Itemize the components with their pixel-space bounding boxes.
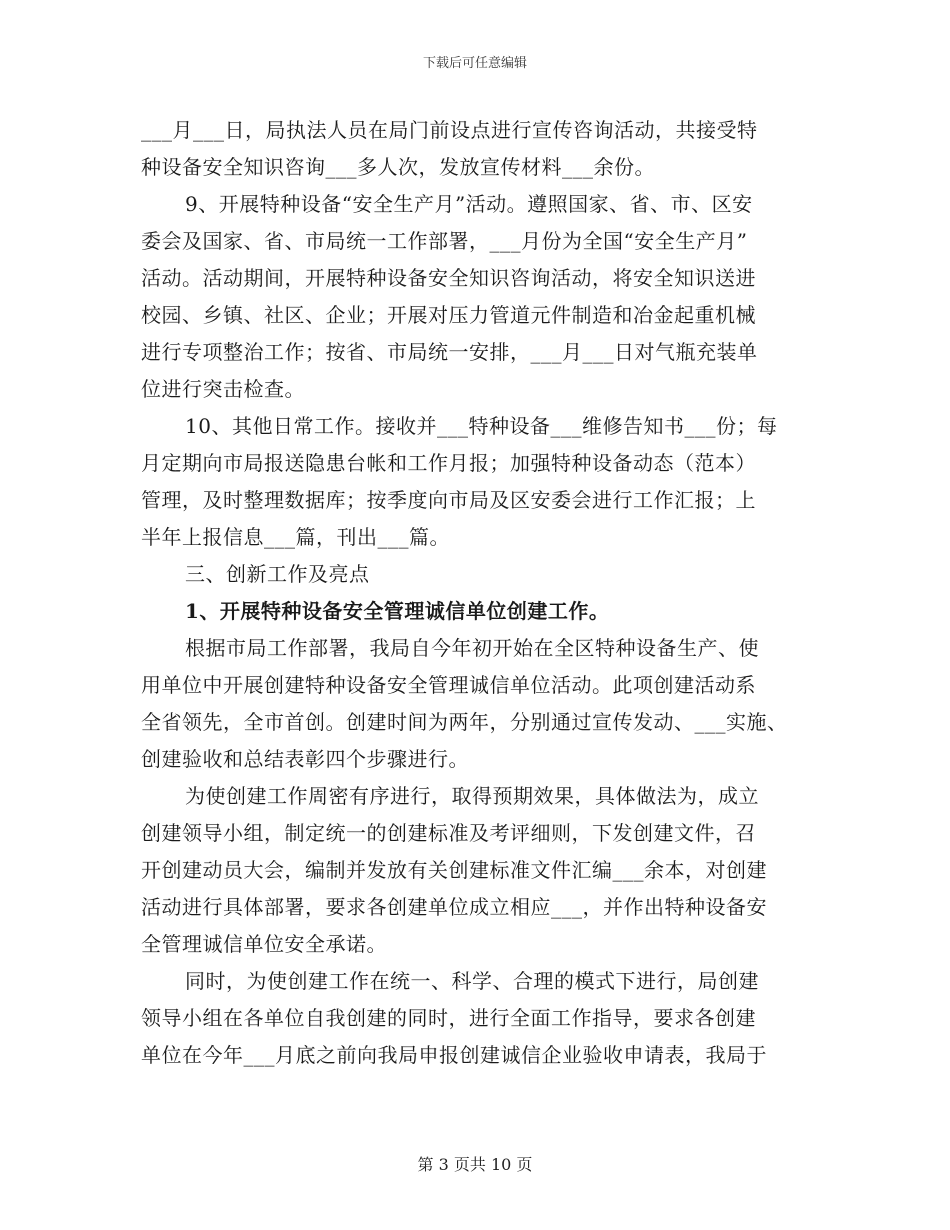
text-line: 领导小组在各单位自我创建的同时，进行全面工作指导，要求各创建 bbox=[141, 1006, 756, 1030]
text-line: 全管理诚信单位安全承诺。 bbox=[141, 932, 387, 956]
text-line: 委会及国家、省、市局统一工作部署，___月份为全国“安全生产月” bbox=[141, 229, 748, 253]
paragraph-start-line: 根据市局工作部署，我局自今年初开始在全区特种设备生产、使 bbox=[185, 636, 759, 660]
text-line: 活动进行具体部署，要求各创建单位成立相应___，并作出特种设备安 bbox=[141, 895, 767, 919]
text-line: 种设备安全知识咨询___多人次，发放宣传材料___余份。 bbox=[141, 155, 655, 179]
page-header-note: 下载后可任意编辑 bbox=[422, 56, 527, 71]
text-line: 单位在今年___月底之前向我局申报创建诚信企业验收申请表，我局于 bbox=[141, 1043, 767, 1067]
text-line: 创建验收和总结表彰四个步骤进行。 bbox=[141, 747, 469, 771]
text-line: 半年上报信息___篇，刊出___篇。 bbox=[141, 525, 450, 549]
text-line: ___月___日，局执法人员在局门前设点进行宣传咨询活动，共接受特 bbox=[141, 118, 758, 142]
text-line: 校园、乡镇、社区、企业；开展对压力管道元件制造和冶金起重机械 bbox=[141, 303, 756, 327]
text-line: 位进行突击检查。 bbox=[141, 377, 305, 401]
document-body bbox=[141, 112, 821, 1074]
text-line: 进行专项整治工作；按省、市局统一安排，___月___日对气瓶充装单 bbox=[141, 340, 758, 364]
text-line: 活动。活动期间，开展特种设备安全知识咨询活动，将安全知识送进 bbox=[141, 266, 756, 290]
section-heading: 三、创新工作及亮点 bbox=[185, 562, 370, 586]
paragraph-start-line: 10、其他日常工作。接收并___特种设备___维修告知书___份；每 bbox=[185, 414, 778, 438]
paragraph-start-line: 9、开展特种设备“安全生产月”活动。遵照国家、省、市、区安 bbox=[185, 192, 753, 216]
text-line: 创建领导小组，制定统一的创建标准及考评细则，下发创建文件，召 bbox=[141, 821, 756, 845]
subsection-heading: 1、开展特种设备安全管理诚信单位创建工作。 bbox=[185, 599, 610, 623]
text-line: 月定期向市局报送隐患台帐和工作月报；加强特种设备动态（范本） bbox=[141, 451, 756, 475]
text-line: 用单位中开展创建特种设备安全管理诚信单位活动。此项创建活动系 bbox=[141, 673, 756, 697]
text-line: 全省领先，全市首创。创建时间为两年，分别通过宣传发动、___实施、 bbox=[141, 710, 788, 734]
paragraph-start-line: 同时，为使创建工作在统一、科学、合理的模式下进行，局创建 bbox=[185, 969, 759, 993]
text-line: 管理，及时整理数据库；按季度向市局及区安委会进行工作汇报；上 bbox=[141, 488, 756, 512]
paragraph-start-line: 为使创建工作周密有序进行，取得预期效果，具体做法为，成立 bbox=[185, 784, 759, 808]
text-line: 开创建动员大会，编制并发放有关创建标准文件汇编___余本，对创建 bbox=[141, 858, 767, 882]
page-number: 第 3 页共 10 页 bbox=[417, 1155, 533, 1174]
